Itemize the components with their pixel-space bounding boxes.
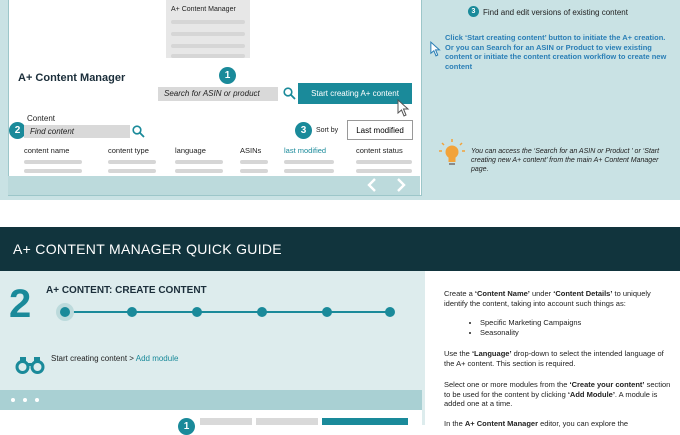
- table-row-placeholder: [108, 169, 156, 173]
- lightbulb-icon: [438, 138, 466, 173]
- instruction-paragraph: Use the ‘Language’ drop-down to select the intended language of the A+ content. This section is required.: [444, 349, 664, 368]
- table-row-placeholder: [240, 169, 268, 173]
- start-creating-button[interactable]: Start creating A+ content: [298, 83, 412, 104]
- mini-card-title: A+ Content Manager: [171, 6, 236, 13]
- placeholder-line: [171, 32, 245, 36]
- instruction-paragraph: Select one or more modules from the ‘Create your content’ section to be used for the content by clicking ‘Add Module’. A module is added one at a time.: [444, 380, 671, 408]
- tip-note: You can access the ‘Search for an ASIN or Product ’ or ‘Start creating new A+ content’ from the main A+ Content Manager page.: [471, 148, 660, 173]
- step-marker-3-note: 3: [468, 6, 479, 17]
- placeholder-line: [171, 54, 245, 58]
- step-number: 2: [9, 282, 32, 326]
- cursor-icon: [397, 99, 411, 122]
- table-row-placeholder: [356, 160, 412, 164]
- table-row-placeholder: [356, 169, 412, 173]
- progress-dot-current: [56, 303, 74, 321]
- placeholder-line: [171, 44, 245, 48]
- page-heading: A+ Content Manager: [18, 72, 126, 84]
- step-marker-1: 1: [219, 67, 236, 84]
- content-label: Content: [27, 114, 56, 123]
- progress-dot: [322, 307, 332, 317]
- sort-select[interactable]: Last modified: [347, 120, 413, 140]
- column-header[interactable]: last modified: [284, 146, 327, 155]
- breadcrumb: [51, 354, 178, 363]
- column-header[interactable]: ASINs: [240, 146, 262, 155]
- chevron-left-icon[interactable]: [366, 178, 378, 197]
- breadcrumb-add-module[interactable]: Add module: [135, 354, 179, 363]
- step-marker-1: 1: [178, 418, 195, 435]
- breadcrumb-start: Start creating content: [51, 354, 128, 363]
- progress-dot: [192, 307, 202, 317]
- list-item: • Seasonality: [480, 328, 674, 338]
- asin-search-input[interactable]: Search for ASIN or product: [158, 87, 278, 101]
- progress-track: [60, 311, 390, 313]
- window-dot: [35, 398, 39, 402]
- breadcrumb-separator: >: [127, 354, 136, 363]
- table-row-placeholder: [175, 160, 223, 164]
- editor-field[interactable]: [256, 418, 318, 425]
- editor-window-header: [0, 390, 422, 410]
- step-marker-3: 3: [295, 122, 312, 139]
- guide-title: A+ CONTENT MANAGER QUICK GUIDE: [13, 241, 282, 257]
- column-header[interactable]: content type: [108, 146, 149, 155]
- table-row-placeholder: [240, 160, 268, 164]
- table-row-placeholder: [24, 160, 82, 164]
- table-row-placeholder: [175, 169, 223, 173]
- window-dot: [11, 398, 15, 402]
- bullet-list: [444, 318, 674, 337]
- placeholder-line: [171, 20, 245, 24]
- editor-button[interactable]: [322, 418, 408, 425]
- column-header[interactable]: content status: [356, 146, 403, 155]
- column-header[interactable]: content name: [24, 146, 70, 155]
- editor-field[interactable]: [200, 418, 252, 425]
- search-icon[interactable]: [132, 125, 145, 143]
- table-row-placeholder: [284, 160, 334, 164]
- progress-dot: [127, 307, 137, 317]
- chevron-right-icon[interactable]: [395, 178, 407, 197]
- step3-description: Find and edit versions of existing content: [483, 8, 628, 17]
- table-row-placeholder: [284, 169, 334, 173]
- instruction-paragraph: Create a ‘Content Name’ under ‘Content Details’ to uniquely identify the content, taking into account such things as:: [444, 289, 651, 308]
- pagination-bar: [8, 176, 420, 195]
- step-marker-2: 2: [9, 122, 26, 139]
- instruction-paragraph: In the A+ Content Manager editor, you can explore the: [444, 419, 629, 428]
- step-title: A+ CONTENT: CREATE CONTENT: [46, 285, 207, 296]
- find-content-input[interactable]: Find content: [24, 125, 130, 138]
- progress-dot: [385, 307, 395, 317]
- list-item: • Specific Marketing Campaigns: [480, 318, 674, 328]
- sort-label: Sort by: [316, 127, 339, 134]
- table-row-placeholder: [24, 169, 82, 173]
- start-instruction: Click ‘Start creating content’ button to initiate the A+ creation. Or you can Search for an ASIN or Product to view existing content or initiate the content creation workflow to create new content: [445, 33, 667, 71]
- progress-dot: [257, 307, 267, 317]
- binoculars-icon: [15, 355, 45, 380]
- column-header[interactable]: language: [175, 146, 206, 155]
- cursor-icon: [430, 41, 442, 62]
- table-row-placeholder: [108, 160, 156, 164]
- search-icon[interactable]: [283, 87, 296, 103]
- window-dot: [23, 398, 27, 402]
